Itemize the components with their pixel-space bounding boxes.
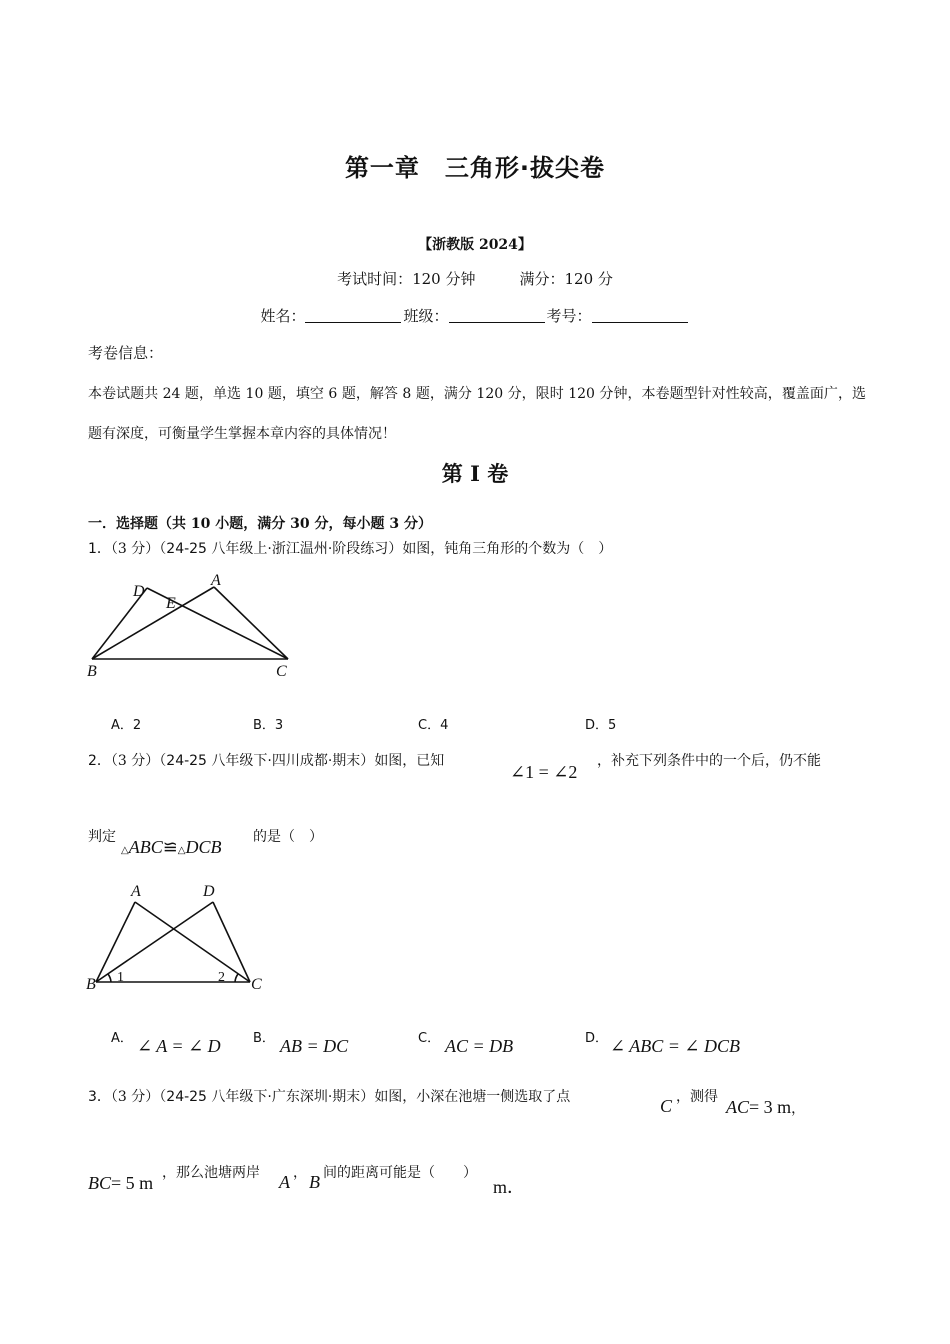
q3-point-c: C [660, 1096, 673, 1116]
q2-option-b-key[interactable]: B． [253, 1031, 275, 1046]
q3-text-c: ，那么池塘两岸 [162, 1165, 260, 1181]
q2-source: （24-25 八年级下·四川成都·期末） [159, 753, 375, 769]
q2-line-ba [96, 902, 135, 982]
student-fields [0, 305, 950, 326]
q2-figure [80, 876, 280, 996]
q3-text-b: ，测得 [676, 1089, 718, 1105]
q2-option-a-key[interactable]: A． [111, 1031, 133, 1046]
full-score: 满分：120 分 [519, 270, 613, 288]
q3-comma: ， [791, 1101, 806, 1117]
q3-point-b: B [309, 1172, 320, 1192]
q1-label-a: A [211, 572, 221, 589]
class-label: 班级： [403, 307, 449, 325]
question-3-stem-line1 [88, 1086, 570, 1106]
q2-text-a: 如图，已知 [374, 753, 445, 769]
q1-label-b: B [87, 663, 97, 680]
q2-option-a-text[interactable]: ∠ A = ∠ D [137, 1036, 221, 1056]
q2-angle-1-arc [108, 974, 111, 982]
page-title: 第一章 三角形·拔尖卷 [344, 154, 606, 182]
q2-text-b: ，补充下列条件中的一个后，仍不能 [597, 753, 821, 769]
info-heading: 考卷信息： [88, 344, 164, 362]
q2-option-b-text[interactable]: AB = DC [280, 1036, 349, 1056]
q3-text-d: 间的距离可能是（ ） [323, 1165, 477, 1181]
q1-option-d[interactable]: D．5 [585, 718, 617, 733]
section-heading: 一．选择题（共 10 小题，满分 30 分，每小题 3 分） [88, 516, 432, 532]
q1-score: （3 分） [110, 541, 160, 557]
q2-text-c: 判定 [88, 829, 116, 845]
q2-line-ac [135, 902, 250, 982]
exam-time: 考试时间：120 分钟 [337, 270, 476, 288]
q2-label-2: 2 [218, 970, 225, 985]
volume-title: 第 I 卷 [441, 461, 509, 486]
q1-option-b[interactable]: B．3 [253, 718, 284, 733]
q2-label-1: 1 [117, 970, 124, 985]
number-field[interactable] [592, 308, 688, 323]
q2-option-c-key[interactable]: C． [418, 1031, 441, 1046]
q1-label-d: D [133, 583, 145, 600]
q3-bc-measure [88, 1173, 153, 1194]
q2-label-b: B [86, 976, 96, 993]
q2-score: （3 分） [110, 753, 160, 769]
q2-tri2: DCB [185, 837, 222, 857]
q2-option-d-text[interactable]: ∠ ABC = ∠ DCB [610, 1036, 740, 1056]
q1-label-e: E [166, 595, 176, 612]
q1-number: 1． [88, 541, 111, 557]
q3-ac-measure [726, 1097, 805, 1118]
q2-option-c-text[interactable]: AC = DB [445, 1036, 514, 1056]
q1-option-a[interactable]: A．2 [111, 718, 142, 733]
class-field[interactable] [449, 308, 545, 323]
q2-number: 2． [88, 753, 111, 769]
q2-condition: ∠1 = ∠2 [510, 762, 578, 782]
q3-number: 3． [88, 1089, 111, 1105]
q3-text-a: 如图，小深在池塘一侧选取了点 [374, 1089, 571, 1105]
q1-option-c[interactable]: C．4 [418, 718, 449, 733]
q1-line-ac [214, 587, 288, 659]
q3-score: （3 分） [110, 1089, 160, 1105]
name-field[interactable] [305, 308, 401, 323]
q3-source: （24-25 八年级下·广东深圳·期末） [159, 1089, 375, 1105]
number-label: 考号： [546, 307, 592, 325]
q1-line-ba [92, 587, 214, 659]
info-text: 本卷试题共 24 题，单选 10 题，填空 6 题，解答 8 题，满分 120 分，限时 120 分钟，本卷题型针对性较高，覆盖面广，选题有深度，可衡量学生掌握本章内容的具体情况！ [88, 386, 866, 442]
q1-figure [80, 568, 300, 686]
q3-bc-val: = 5 m [111, 1173, 154, 1193]
q3-point-a: A [279, 1172, 290, 1192]
q3-unit: m． [493, 1177, 526, 1197]
q2-text-d: 的是（ ） [253, 829, 323, 845]
q1-label-c: C [276, 663, 287, 680]
q2-tri1: ABC [128, 837, 163, 857]
question-1-stem [88, 538, 612, 558]
q2-congruent-sign: ≌ [162, 837, 178, 857]
question-2-stem-line1 [88, 750, 444, 770]
q3-bc-var: BC [88, 1173, 112, 1193]
q2-label-a: A [131, 883, 141, 900]
q2-congruence: △ABC≌△DCB [121, 837, 222, 857]
q3-sep: ， [293, 1165, 307, 1181]
q3-ac-val: = 3 m [749, 1097, 792, 1117]
exam-meta [0, 268, 950, 289]
q1-source: （24-25 八年级上·浙江温州·阶段练习） [159, 541, 403, 557]
edition-label: 【浙教版 2024】 [418, 237, 532, 253]
name-label: 姓名： [260, 307, 306, 325]
q2-line-bd [96, 902, 213, 982]
q2-label-c: C [251, 976, 262, 993]
q2-label-d: D [203, 883, 215, 900]
q2-angle-2-arc [235, 974, 238, 982]
q2-option-d-key[interactable]: D． [585, 1031, 609, 1046]
q1-text: 如图，钝角三角形的个数为（ ） [402, 541, 613, 557]
q3-ac-var: AC [726, 1097, 750, 1117]
